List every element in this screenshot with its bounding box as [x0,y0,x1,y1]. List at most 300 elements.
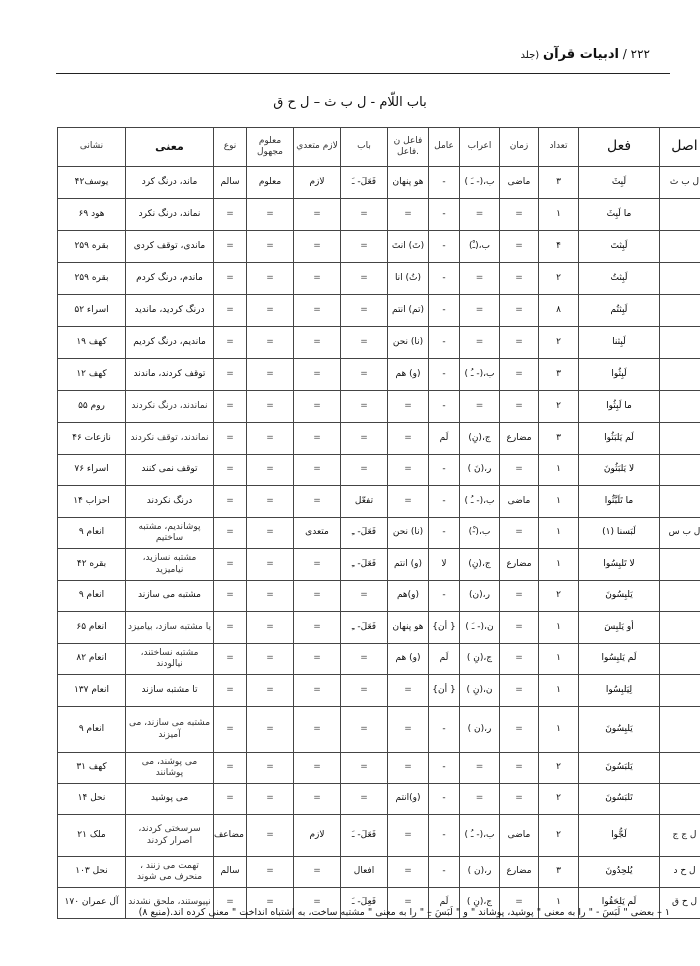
cell-fel: یَلبِسُونَ [579,707,660,753]
cell-mani: یا مشتبه سازد، بیامیزد [126,612,214,644]
cell-amel: - [429,857,460,888]
table-row [58,167,700,199]
cell-bab: = [341,784,388,815]
table-row [58,199,700,231]
cell-mani: مشتبه می سازند، می آمیزند [126,707,214,753]
col-asl: اصل [660,128,700,167]
cell-malum: = [247,359,294,391]
col-now: نوع [214,128,247,167]
cell-malum: = [247,486,294,518]
col-amel: عامل [429,128,460,167]
cell-tedad: ۳ [539,423,579,455]
cell-lazem: = [294,199,341,231]
cell-fel: یَلبَسُونَ [579,753,660,784]
cell-fel: ما لَبِثَ [579,199,660,231]
cell-lazem: = [294,486,341,518]
cell-erab: ر،(نَ ) [460,455,500,486]
cell-tedad: ۱ [539,644,579,675]
cell-fel: ما لَبِثُوا [579,391,660,423]
col-zaman: زمان [500,128,539,167]
cell-neshani: بقره ۴۲ [58,549,126,581]
cell-malum: = [247,612,294,644]
cell-neshani: احزاب ۱۴ [58,486,126,518]
cell-asl: ل ب ث [660,167,700,199]
cell-erab: ر،(ن) [460,581,500,612]
table-row [58,784,700,815]
cell-fel: لَم یَلبَثُوا [579,423,660,455]
cell-fel: لَبِثتُم [579,295,660,327]
cell-tedad: ۲ [539,784,579,815]
cell-amel: - [429,391,460,423]
cell-neshani: نحل ۱۰۳ [58,857,126,888]
volume-label: (جلد [520,50,540,61]
cell-malum: = [247,327,294,359]
cell-fel: لَبِثتَ [579,231,660,263]
cell-bab: = [341,231,388,263]
cell-asl [660,199,700,231]
cell-tedad: ۲ [539,815,579,857]
cell-fel: لا تَلبِسُوا [579,549,660,581]
book-title: ادبیات قرآن [543,47,619,62]
cell-erab: ب،(-ْ) [460,518,500,549]
cell-neshani: انعام ۹ [58,518,126,549]
cell-asl: ل ح ق [660,888,700,919]
col-malum: معلوم مجهول [247,128,294,167]
cell-now: = [214,612,247,644]
cell-mani: می پوشید [126,784,214,815]
cell-malum: = [247,263,294,295]
cell-neshani: نحل ۱۴ [58,784,126,815]
cell-asl [660,675,700,707]
cell-lazem: = [294,644,341,675]
cell-now: = [214,455,247,486]
header-separator: / [622,47,627,61]
cell-neshani: انعام ۹ [58,581,126,612]
cell-lazem: لازم [294,167,341,199]
cell-neshani: کهف ۱۹ [58,327,126,359]
cell-fael: (نا) نحن [388,327,429,359]
cell-mani: سرسختی کردند، اصرار کردند [126,815,214,857]
cell-neshani: نازعات ۴۶ [58,423,126,455]
running-header [521,47,650,62]
cell-lazem: = [294,455,341,486]
cell-amel: - [429,231,460,263]
cell-neshani: ملک ۲۱ [58,815,126,857]
cell-fael: = [388,815,429,857]
cell-fel: لا یَلبَثُونَ [579,455,660,486]
page-number: ۲۲۲ [630,47,650,61]
cell-asl [660,784,700,815]
cell-asl: ل ب س [660,518,700,549]
cell-asl [660,707,700,753]
cell-erab: ب،(- ـَ ) [460,167,500,199]
cell-now: = [214,675,247,707]
cell-now: = [214,644,247,675]
cell-now: = [214,263,247,295]
cell-neshani: انعام ۱۳۷ [58,675,126,707]
cell-neshani: بقره ۲۵۹ [58,263,126,295]
cell-zaman: ماضی [500,815,539,857]
cell-fael: = [388,707,429,753]
cell-zaman: = [500,518,539,549]
cell-fel: لَبَسنا (۱) [579,518,660,549]
header-row [58,128,700,167]
cell-tedad: ۳ [539,167,579,199]
cell-zaman: = [500,231,539,263]
cell-fel: لَبِثَ [579,167,660,199]
cell-malum: = [247,581,294,612]
cell-amel: { أن} [429,675,460,707]
cell-tedad: ۱ [539,707,579,753]
cell-now: سالم [214,167,247,199]
cell-asl [660,231,700,263]
cell-neshani: یوسف۴۲ [58,167,126,199]
table-row [58,675,700,707]
cell-fael: = [388,455,429,486]
cell-fel: لَبِثنا [579,327,660,359]
cell-fel: ما تَلَبَّثُوا [579,486,660,518]
cell-bab: = [341,423,388,455]
cell-fel: لَجُّوا [579,815,660,857]
cell-bab: = [341,359,388,391]
cell-tedad: ۳ [539,857,579,888]
cell-fel: یُلحِدُونَ [579,857,660,888]
cell-amel: - [429,327,460,359]
cell-lazem: = [294,359,341,391]
cell-lazem: متعدی [294,518,341,549]
cell-erab: ب،(ـْ) [460,231,500,263]
cell-fael: (تَ) انتَ [388,231,429,263]
cell-erab: ب،(- ـُ ) [460,486,500,518]
cell-lazem: = [294,423,341,455]
cell-amel: - [429,753,460,784]
cell-mani: نماندند، توقف نکردند [126,423,214,455]
cell-malum: = [247,888,294,919]
cell-now: = [214,327,247,359]
cell-now: = [214,549,247,581]
cell-lazem: = [294,295,341,327]
table-row [58,644,700,675]
col-mani: معنی [126,128,214,167]
table-row [58,455,700,486]
cell-fel: تَلبَسُونَ [579,784,660,815]
cell-fael: (تُ) انا [388,263,429,295]
cell-fael: (نا) نحن [388,518,429,549]
cell-bab: = [341,391,388,423]
cell-lazem: = [294,581,341,612]
cell-neshani: انعام ۸۲ [58,644,126,675]
cell-zaman: = [500,753,539,784]
cell-fel: أو یَلبِسَ [579,612,660,644]
cell-amel: - [429,455,460,486]
cell-lazem: = [294,707,341,753]
cell-lazem: = [294,549,341,581]
cell-fael: = [388,888,429,919]
cell-now: = [214,784,247,815]
cell-erab: ب،(- ـُ ) [460,815,500,857]
table-row [58,581,700,612]
cell-zaman: = [500,888,539,919]
cell-fael: = [388,675,429,707]
cell-amel: - [429,167,460,199]
cell-zaman: = [500,675,539,707]
cell-erab: ج،(نِ) [460,423,500,455]
cell-tedad: ۱ [539,455,579,486]
cell-mani: نپیوستند، ملحق نشدند [126,888,214,919]
cell-amel: - [429,295,460,327]
cell-bab: فَعَلَ- ـِ [341,612,388,644]
cell-lazem: = [294,675,341,707]
cell-zaman: = [500,581,539,612]
cell-asl [660,486,700,518]
cell-neshani: کهف ۳۱ [58,753,126,784]
table-row [58,295,700,327]
cell-neshani: آل عمران ۱۷۰ [58,888,126,919]
cell-zaman: مضارع [500,549,539,581]
cell-lazem: = [294,753,341,784]
cell-bab: فَعَلَ- ـَ [341,815,388,857]
cell-malum: = [247,231,294,263]
cell-zaman: ماضی [500,167,539,199]
cell-bab: = [341,707,388,753]
cell-now: = [214,518,247,549]
cell-zaman: مضارع [500,857,539,888]
cell-tedad: ۲ [539,581,579,612]
cell-mani: ماند، درنگ کرد [126,167,214,199]
cell-amel: - [429,359,460,391]
cell-malum: = [247,549,294,581]
table-row [58,231,700,263]
cell-amel: لا [429,549,460,581]
cell-zaman: = [500,295,539,327]
cell-malum: = [247,391,294,423]
cell-now: = [214,231,247,263]
cell-erab: = [460,263,500,295]
cell-tedad: ۱ [539,199,579,231]
table-row [58,391,700,423]
header-rule [56,73,670,74]
cell-zaman: = [500,391,539,423]
cell-neshani: روم ۵۵ [58,391,126,423]
cell-fael: (تم) انتم [388,295,429,327]
cell-fael: (و) هم [388,644,429,675]
cell-now: مضاعف [214,815,247,857]
cell-amel: - [429,518,460,549]
table-row [58,857,700,888]
cell-fael: = [388,199,429,231]
col-bab: باب [341,128,388,167]
cell-fel: یَلبِسُونَ [579,581,660,612]
cell-amel: - [429,784,460,815]
cell-tedad: ۲ [539,391,579,423]
cell-malum: معلوم [247,167,294,199]
cell-zaman: = [500,199,539,231]
cell-now: = [214,888,247,919]
cell-fel: لَم یَلبِسُوا [579,644,660,675]
cell-erab: ر،(ن ) [460,857,500,888]
cell-amel: - [429,815,460,857]
cell-asl [660,612,700,644]
cell-tedad: ۱ [539,486,579,518]
cell-zaman: مضارع [500,423,539,455]
cell-erab: ن،(- ـَ ) [460,612,500,644]
verb-table [57,127,700,919]
cell-neshani: اسراء ۵۲ [58,295,126,327]
cell-fel: لَم یَلحَقُوا [579,888,660,919]
cell-mani: ماندی، توقف کردی [126,231,214,263]
col-fel: فعل [579,128,660,167]
cell-tedad: ۱ [539,612,579,644]
cell-lazem: لازم [294,815,341,857]
cell-asl [660,359,700,391]
cell-tedad: ۱ [539,549,579,581]
cell-asl [660,295,700,327]
cell-bab: فَعَلَ- ـِ [341,549,388,581]
cell-asl: ل ح د [660,857,700,888]
cell-bab: فَعَلَ- ـِ [341,518,388,549]
cell-asl [660,263,700,295]
cell-tedad: ۲ [539,327,579,359]
cell-fael: = [388,857,429,888]
cell-tedad: ۸ [539,295,579,327]
cell-now: = [214,295,247,327]
cell-zaman: ماضی [500,486,539,518]
cell-mani: درنگ کردید، ماندید [126,295,214,327]
cell-bab: فَعِلَ- ـَ [341,888,388,919]
table-row [58,612,700,644]
cell-amel: لَم [429,423,460,455]
col-fael: فاعل ن .فاعل [388,128,429,167]
cell-lazem: = [294,327,341,359]
cell-amel: لَم [429,888,460,919]
cell-zaman: = [500,644,539,675]
cell-mani: نماندند، درنگ نکردند [126,391,214,423]
cell-asl [660,455,700,486]
table-row [58,815,700,857]
cell-fael: = [388,753,429,784]
footnote: ۱ – بعضی " لَبَسَ - " را به معنی " پوشید، پوشاند " و " لَبَسَ –ِ " را به معنی " مشتبه ساخت، به اشتباه انداخت " معنی کرده اند.(منبع ۸) [138,907,670,918]
cell-tedad: ۲ [539,753,579,784]
cell-now: = [214,581,247,612]
cell-now: = [214,199,247,231]
cell-now: = [214,753,247,784]
cell-asl [660,644,700,675]
cell-tedad: ۱ [539,518,579,549]
cell-neshani: اسراء ۷۶ [58,455,126,486]
cell-asl [660,423,700,455]
cell-asl [660,753,700,784]
cell-erab: ج،(نِ ) [460,888,500,919]
cell-bab: = [341,455,388,486]
cell-malum: = [247,815,294,857]
cell-amel: { أن} [429,612,460,644]
cell-malum: = [247,675,294,707]
cell-malum: = [247,518,294,549]
cell-neshani: انعام ۶۵ [58,612,126,644]
cell-mani: توقف نمی کنند [126,455,214,486]
cell-bab: = [341,295,388,327]
cell-mani: ماندیم، درنگ کردیم [126,327,214,359]
cell-mani: تا مشتبه سازند [126,675,214,707]
cell-malum: = [247,857,294,888]
cell-mani: می پوشند، می پوشانند [126,753,214,784]
cell-fael: هو پنهان [388,167,429,199]
cell-zaman: = [500,784,539,815]
cell-bab: = [341,675,388,707]
cell-fael: = [388,486,429,518]
cell-amel: - [429,486,460,518]
cell-erab: = [460,391,500,423]
cell-zaman: = [500,455,539,486]
cell-fael: (و)هم [388,581,429,612]
table-row [58,707,700,753]
cell-tedad: ۱ [539,888,579,919]
cell-amel: - [429,581,460,612]
cell-erab: ن،(نِ ) [460,675,500,707]
cell-tedad: ۱ [539,675,579,707]
cell-mani: تهمت می زنند ، منحرف می شوند [126,857,214,888]
cell-zaman: = [500,359,539,391]
cell-amel: - [429,263,460,295]
table-row [58,518,700,549]
cell-fel: لَبِثُوا [579,359,660,391]
cell-erab: = [460,753,500,784]
cell-amel: لَم [429,644,460,675]
cell-erab: ج،(نِ) [460,549,500,581]
cell-lazem: = [294,263,341,295]
cell-amel: - [429,707,460,753]
cell-mani: مشتبه نسازید، نیامیزید [126,549,214,581]
cell-erab: = [460,295,500,327]
cell-lazem: = [294,784,341,815]
cell-malum: = [247,707,294,753]
cell-fael: = [388,391,429,423]
cell-fael: = [388,423,429,455]
cell-zaman: = [500,263,539,295]
cell-now: = [214,707,247,753]
cell-malum: = [247,295,294,327]
cell-erab: = [460,199,500,231]
cell-bab: = [341,199,388,231]
table-row [58,327,700,359]
cell-asl [660,391,700,423]
cell-bab: افعال [341,857,388,888]
cell-fael: هو پنهان [388,612,429,644]
cell-now: سالم [214,857,247,888]
cell-malum: = [247,753,294,784]
cell-neshani: هود ۶۹ [58,199,126,231]
cell-erab: = [460,784,500,815]
cell-bab: تفعّل [341,486,388,518]
cell-tedad: ۲ [539,263,579,295]
cell-zaman: = [500,707,539,753]
cell-bab: = [341,263,388,295]
cell-fel: لِیَلبِسُوا [579,675,660,707]
cell-neshani: بقره ۲۵۹ [58,231,126,263]
cell-mani: توقف کردند، ماندند [126,359,214,391]
cell-erab: = [460,327,500,359]
cell-bab: = [341,581,388,612]
table-row [58,423,700,455]
cell-now: = [214,423,247,455]
cell-neshani: کهف ۱۲ [58,359,126,391]
cell-mani: نماند، درنگ نکرد [126,199,214,231]
cell-malum: = [247,199,294,231]
col-neshani: نشانی [58,128,126,167]
cell-bab: = [341,327,388,359]
cell-malum: = [247,423,294,455]
cell-neshani: انعام ۹ [58,707,126,753]
